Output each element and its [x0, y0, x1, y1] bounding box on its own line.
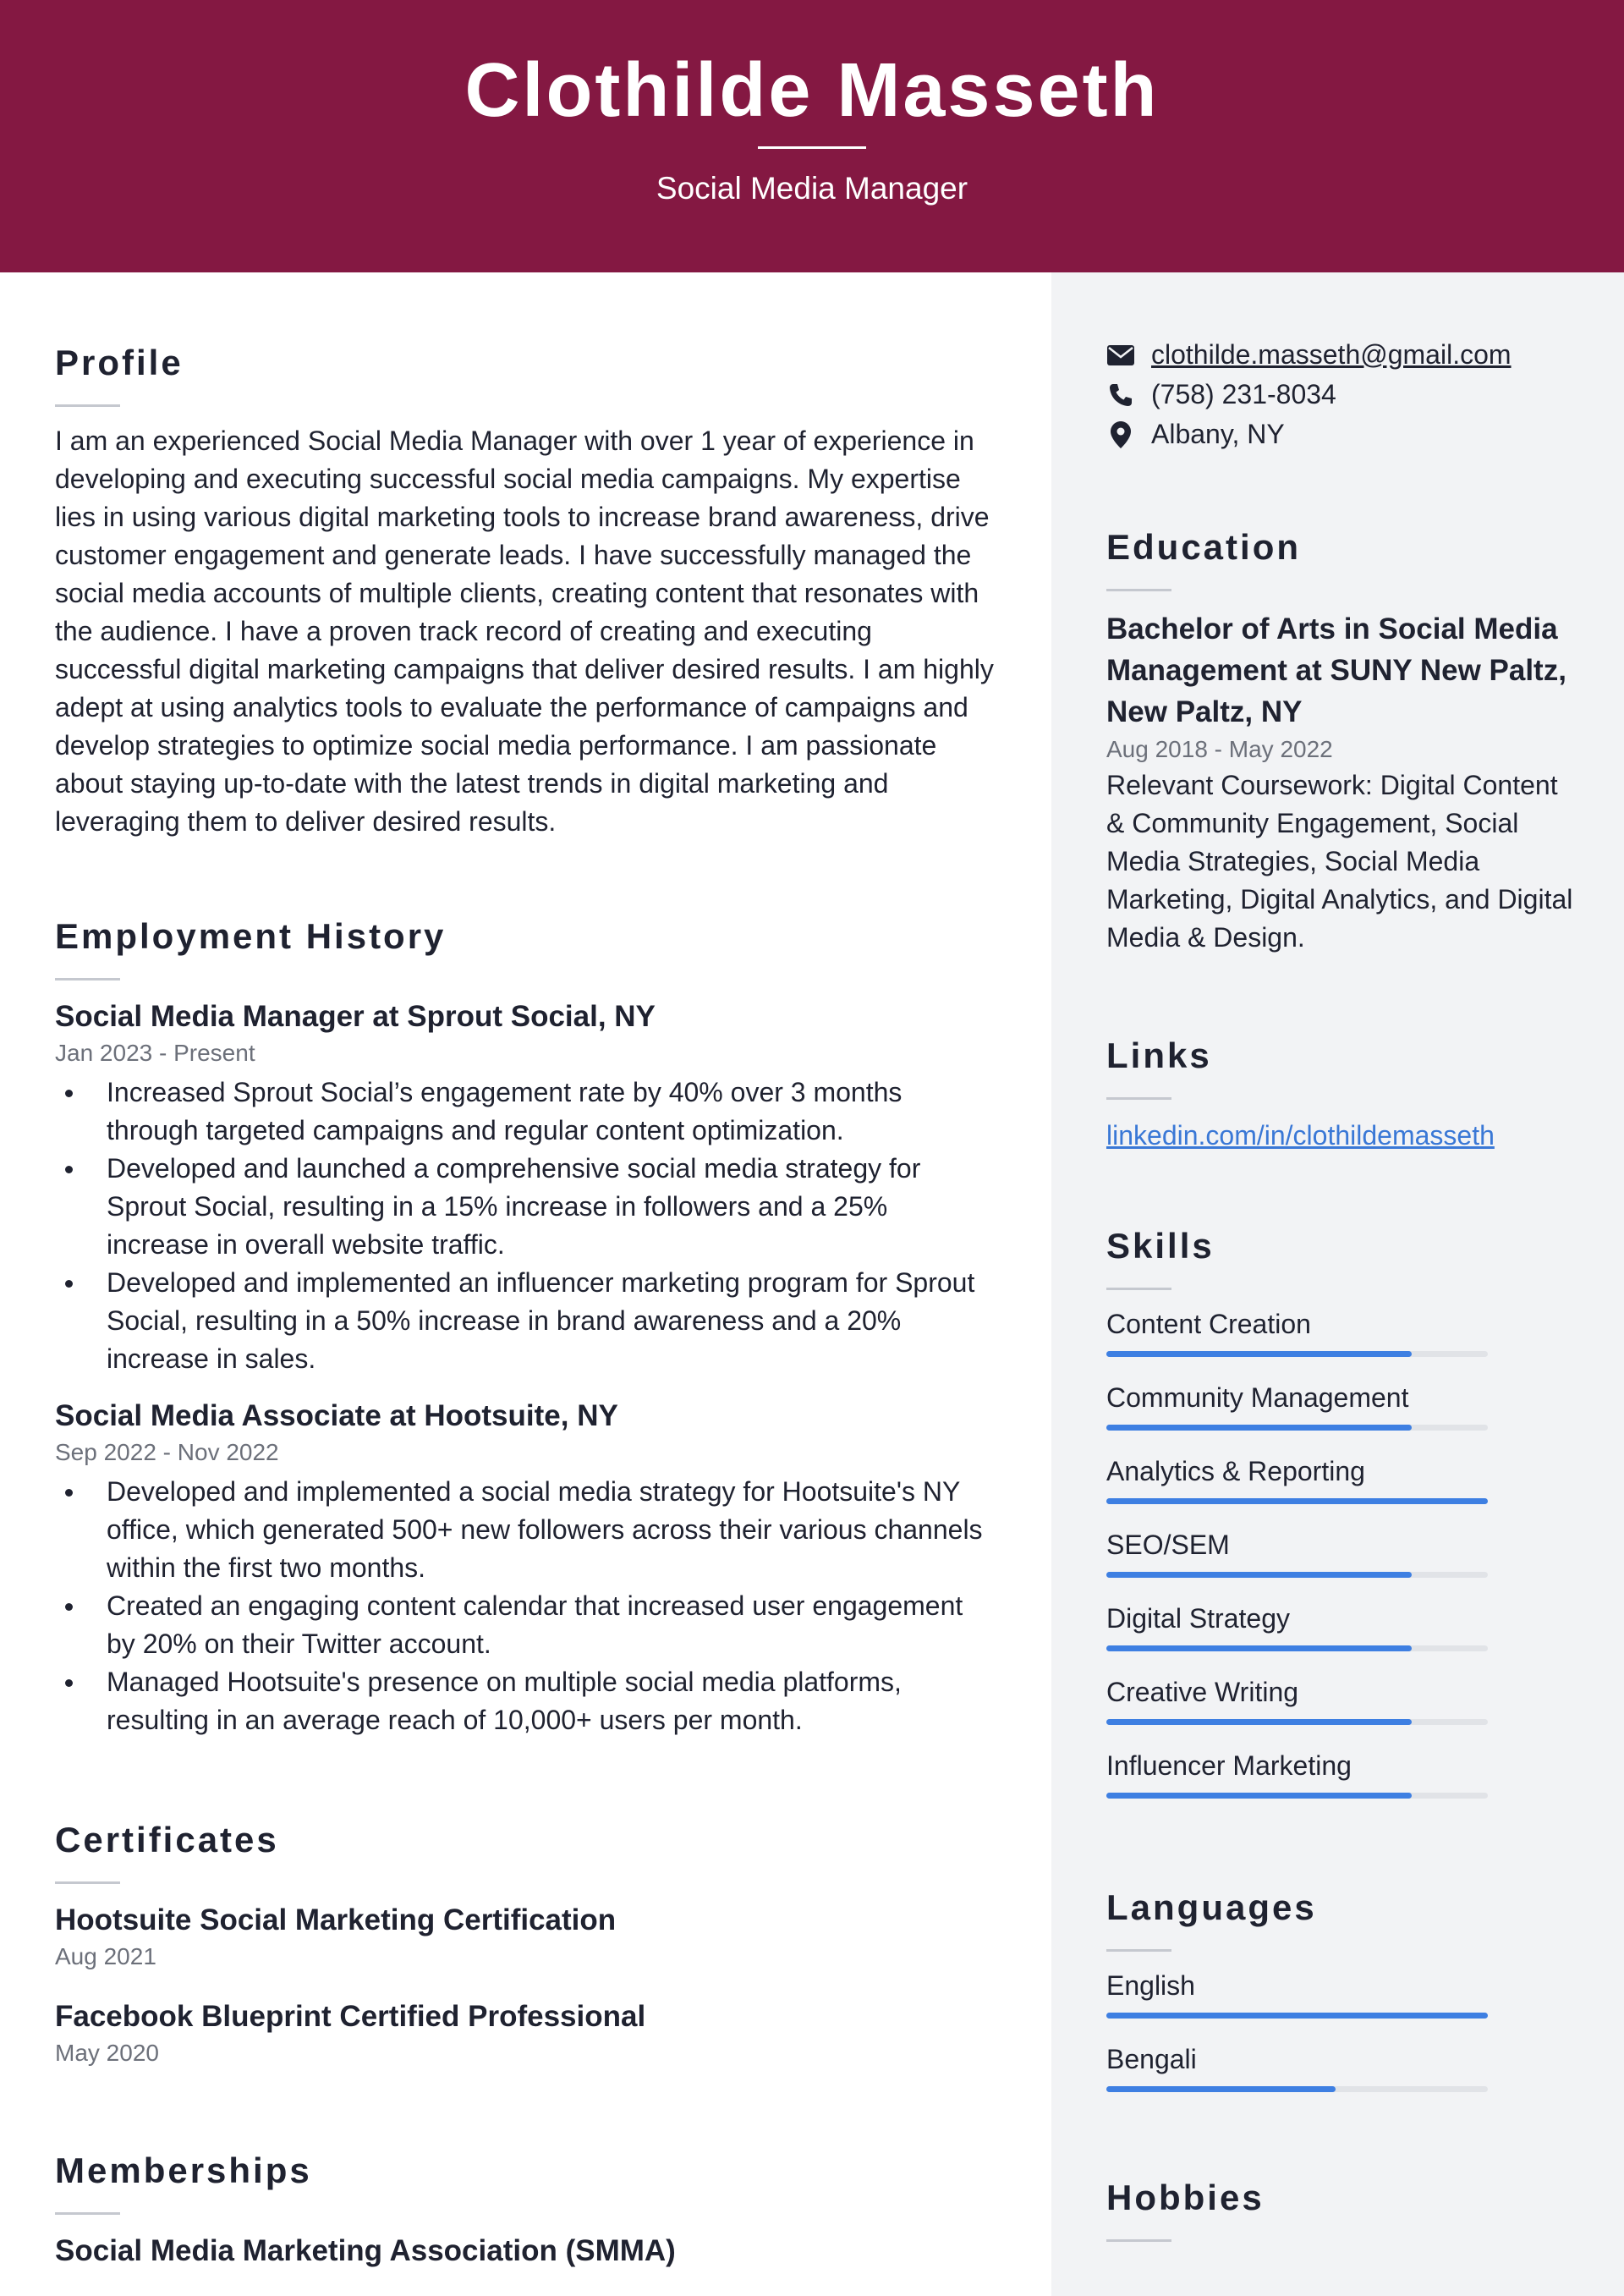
certificate-entry [55, 1997, 994, 2070]
level-bar [1106, 1793, 1488, 1799]
languages-section [1106, 1885, 1580, 2092]
level-bar-fill [1106, 1793, 1412, 1799]
level-label: Bengali [1106, 2044, 1197, 2074]
job-bullet: Managed Hootsuite's presence on multiple social media platforms, resulting in an average reach of 10,000+ users per month. [55, 1663, 994, 1739]
degree-title: Bachelor of Arts in Social Media Management at SUNY New Paltz, New Paltz, NY [1106, 612, 1566, 728]
section-divider [1106, 2239, 1171, 2242]
employment-section [55, 914, 994, 1739]
profile-text: I am an experienced Social Media Manager with over 1 year of experience in developing and executing successful social media campaigns. My expertise lies in using various digital marketing tools to increase brand awareness, drive customer engagement and generate leads. I have successfully managed the social media accounts of multiple clients, creating content that resonates with the audience. I have a proven track record of creating and executing successful digital marketing campaigns that deliver desired results. I am highly adept at using analytics tools to evaluate the performance of campaigns and develop strategies to optimize social media performance. I am passionate about staying up-to-date with the latest trends in digital marketing and leveraging them to deliver desired results. [55, 426, 994, 837]
level-bar [1106, 1572, 1488, 1578]
skills-section [1106, 1223, 1580, 1799]
level-label: English [1106, 1970, 1195, 2001]
job-dates: Jan 2023 - Present [55, 1040, 255, 1066]
header-divider [758, 146, 866, 149]
level-bar [1106, 1351, 1488, 1357]
level-bar [1106, 1498, 1488, 1504]
level-bar [1106, 1719, 1488, 1725]
job-bullets [55, 1473, 994, 1739]
level-bar-fill [1106, 2013, 1488, 2019]
job-entry [55, 1397, 994, 1739]
level-bar [1106, 2013, 1488, 2019]
membership-entry [55, 2232, 994, 2271]
level-item [1106, 1747, 1580, 1799]
membership-title: Social Media Marketing Association (SMMA) [55, 2234, 676, 2267]
level-bar [1106, 1425, 1488, 1431]
level-bar-fill [1106, 1351, 1412, 1357]
certificate-date: May 2020 [55, 2040, 159, 2066]
section-heading: Certificates [55, 1820, 279, 1859]
job-dates: Sep 2022 - Nov 2022 [55, 1439, 279, 1465]
section-divider [55, 1881, 120, 1884]
links-section [1106, 1033, 1580, 1155]
level-item [1106, 1967, 1580, 2019]
level-bar-fill [1106, 2086, 1336, 2092]
level-bar-fill [1106, 1425, 1412, 1431]
certificate-title: Facebook Blueprint Certified Professional [55, 2000, 646, 2033]
level-label: Content Creation [1106, 1309, 1311, 1339]
level-label: Community Management [1106, 1382, 1409, 1413]
section-divider [55, 978, 120, 980]
job-title: Social Media Associate at Hootsuite, NY [55, 1399, 618, 1432]
section-heading: Profile [55, 343, 184, 382]
level-label: SEO/SEM [1106, 1530, 1230, 1560]
level-item [1106, 1305, 1580, 1357]
level-label: Analytics & Reporting [1106, 1456, 1365, 1486]
contact-phone [1106, 375, 1580, 415]
section-heading: Education [1106, 527, 1302, 567]
level-label: Creative Writing [1106, 1677, 1299, 1707]
languages-list [1106, 1967, 1580, 2092]
candidate-title: Social Media Manager [656, 171, 968, 206]
section-divider [1106, 589, 1171, 591]
level-item [1106, 1526, 1580, 1578]
map-pin-icon [1106, 420, 1135, 449]
job-bullets [55, 1074, 994, 1378]
education-dates: Aug 2018 - May 2022 [1106, 736, 1333, 762]
section-heading: Hobbies [1106, 2178, 1265, 2217]
job-bullet: Created an engaging content calendar that increased user engagement by 20% on their Twitter account. [55, 1587, 994, 1663]
section-divider [1106, 1097, 1171, 1100]
phone-number: (758) 231-8034 [1151, 379, 1336, 409]
section-divider [55, 404, 120, 407]
level-label: Digital Strategy [1106, 1603, 1290, 1634]
job-bullet: Developed and implemented an influencer marketing program for Sprout Social, resulting in a 50% increase in brand awareness and a 20% increase in sales. [55, 1264, 994, 1378]
job-bullet: Developed and launched a comprehensive social media strategy for Sprout Social, resulting in a 15% increase in followers and a 25% increase in overall website traffic. [55, 1150, 994, 1264]
memberships-section [55, 2148, 994, 2271]
contact-location [1106, 415, 1580, 454]
level-bar-fill [1106, 1719, 1412, 1725]
education-description: Relevant Coursework: Digital Content & Community Engagement, Social Media Strategies, Social Media Marketing, Digital Analytics, and Digital Media & Design. [1106, 770, 1573, 953]
level-bar [1106, 1645, 1488, 1651]
level-item [1106, 2041, 1580, 2092]
certificate-title: Hootsuite Social Marketing Certification [55, 1903, 617, 1936]
level-item [1106, 1673, 1580, 1725]
phone-icon [1106, 381, 1135, 409]
profile-section [55, 340, 994, 841]
section-heading: Memberships [55, 2150, 312, 2190]
resume-header [0, 0, 1624, 272]
level-bar-fill [1106, 1498, 1488, 1504]
section-heading: Languages [1106, 1887, 1317, 1927]
certificate-date: Aug 2021 [55, 1943, 156, 1969]
section-divider [1106, 1949, 1171, 1952]
email-link[interactable]: clothilde.masseth@gmail.com [1151, 339, 1512, 370]
level-item [1106, 1453, 1580, 1504]
contact-email [1106, 335, 1580, 375]
certificate-entry [55, 1901, 994, 1974]
skills-list [1106, 1305, 1580, 1799]
job-bullet: Developed and implemented a social media strategy for Hootsuite's NY office, which generated 500+ new followers across their various channels within the first two months. [55, 1473, 994, 1587]
contact-section [1106, 335, 1580, 454]
education-section [1106, 525, 1580, 957]
hobbies-section [1106, 2175, 1580, 2242]
level-bar-fill [1106, 1572, 1412, 1578]
section-divider [1106, 1288, 1171, 1290]
location-text: Albany, NY [1151, 419, 1285, 449]
level-bar-fill [1106, 1645, 1412, 1651]
level-item [1106, 1379, 1580, 1431]
candidate-name: Clothilde Masseth [464, 48, 1160, 133]
section-heading: Skills [1106, 1226, 1215, 1266]
job-entry [55, 997, 994, 1378]
level-bar [1106, 2086, 1488, 2092]
section-divider [55, 2212, 120, 2215]
section-heading: Employment History [55, 916, 447, 956]
certificates-section [55, 1817, 994, 2070]
level-label: Influencer Marketing [1106, 1750, 1352, 1781]
linkedin-link[interactable]: linkedin.com/in/clothildemasseth [1106, 1120, 1495, 1151]
job-title: Social Media Manager at Sprout Social, NY [55, 1000, 656, 1033]
envelope-icon [1106, 341, 1135, 370]
job-bullet: Increased Sprout Social’s engagement rate by 40% over 3 months through targeted campaigns and regular content optimization. [55, 1074, 994, 1150]
section-heading: Links [1106, 1035, 1212, 1075]
level-item [1106, 1600, 1580, 1651]
